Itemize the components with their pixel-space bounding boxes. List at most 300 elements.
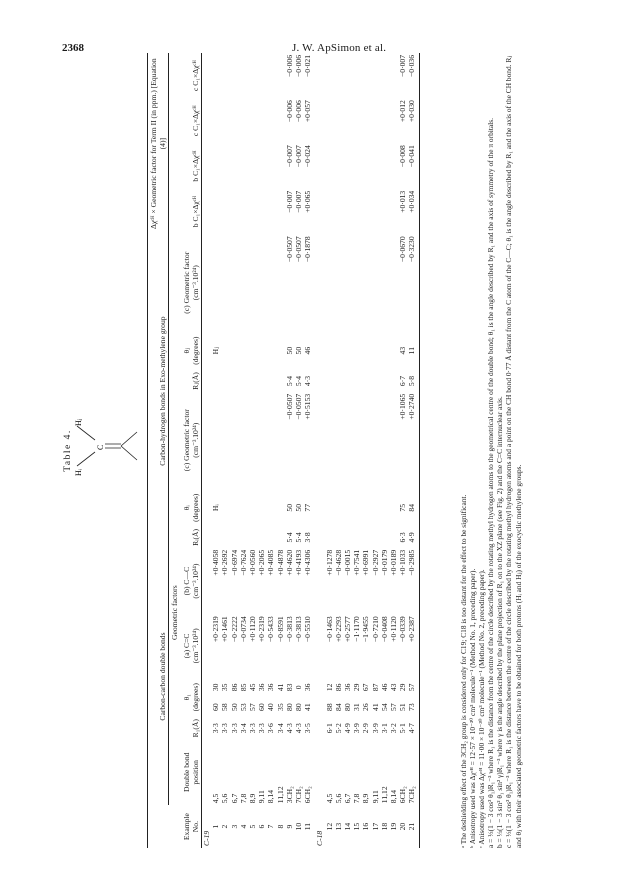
cell-b: +0·4620 xyxy=(284,549,294,576)
cell-r1: 3·3 xyxy=(229,723,239,734)
cell-rj xyxy=(248,370,257,392)
cell-a: +0·2319 xyxy=(257,616,267,643)
cell-ri xyxy=(276,527,285,548)
cell-r1: 3·9 xyxy=(352,723,362,734)
table-row xyxy=(334,53,343,848)
cell-tj xyxy=(343,331,352,370)
cell-t1b: 36 xyxy=(257,683,267,692)
cell-g2 xyxy=(343,143,352,189)
cell-b: +0·7541 xyxy=(352,549,362,576)
table-title: Table 4. xyxy=(63,429,73,472)
cell-b: +0·1278 xyxy=(324,549,334,576)
cell-ti xyxy=(220,489,229,527)
cell-pos: 8,14 xyxy=(266,789,276,804)
cell-cj: −0·0670 xyxy=(398,236,408,263)
cell-cj: −0·0507 xyxy=(284,236,294,263)
cell-cj xyxy=(211,234,220,331)
page-number: 2368 xyxy=(62,42,84,54)
cell-g1 xyxy=(389,189,398,235)
cell-t1b: 46 xyxy=(379,683,389,692)
table-row xyxy=(371,53,380,848)
cell-g4 xyxy=(380,53,389,98)
cell-r1: 3·3 xyxy=(257,723,267,734)
cell-b: −0·4628 xyxy=(333,549,343,576)
cell-pos: 7CH₂ xyxy=(294,786,304,804)
cell-t1b: 29 xyxy=(398,683,408,692)
table-row xyxy=(285,53,294,848)
cell-pos: 7,8 xyxy=(238,793,248,804)
cell-no: 5 xyxy=(248,824,258,829)
cell-g3 xyxy=(276,98,285,143)
cell-no: 10 xyxy=(294,822,304,831)
cell-g4 xyxy=(361,53,370,98)
cell-g4 xyxy=(239,53,248,98)
cell-cj: −0·1878 xyxy=(303,236,313,263)
cell-rj xyxy=(371,370,380,392)
cell-ri xyxy=(248,527,257,548)
cell-g2 xyxy=(334,143,343,189)
cell-rj xyxy=(239,370,248,392)
cell-a: −1·9455 xyxy=(361,616,371,643)
cell-g3 xyxy=(334,98,343,143)
cell-g2 xyxy=(352,143,361,189)
cell-g4 xyxy=(343,53,352,98)
cell-ci xyxy=(352,392,361,489)
cell-cj: −0·3230 xyxy=(407,234,419,331)
footnote: ᵃ The deshielding effect of the 3CH₂ group is considered only for C19; C18 is too distant for the effect to be significant. xyxy=(459,494,468,848)
cell-g4 xyxy=(266,53,275,98)
cell-tj xyxy=(276,331,285,370)
cell-r1: 3·3 xyxy=(220,723,230,734)
cell-cj xyxy=(230,234,239,331)
cell-g1: −0·007 xyxy=(294,190,304,213)
col-thetaj: θⱼ (degrees) xyxy=(181,336,200,365)
cell-rj xyxy=(343,370,352,392)
table-row xyxy=(352,53,361,848)
data-table xyxy=(147,53,420,848)
cell-g2: −0·024 xyxy=(303,145,313,168)
cell-a: +0·2293 xyxy=(333,616,343,643)
cell-rj: 6·7 xyxy=(398,375,408,387)
cell-ci xyxy=(343,392,352,489)
cell-pos: 8,9 xyxy=(248,793,258,804)
cell-no: 8 xyxy=(275,824,285,829)
cell-pos: 5,6 xyxy=(333,793,343,804)
cell-t1: 41 xyxy=(370,703,380,711)
cell-cj xyxy=(276,234,285,331)
col-r1: R₁(Å) xyxy=(190,719,200,738)
cell-pos: 9,11 xyxy=(370,790,380,804)
cell-no: 16 xyxy=(361,822,371,831)
cell-rj xyxy=(230,370,239,392)
cell-g1: +0·065 xyxy=(303,190,313,213)
cell-rj xyxy=(325,370,334,392)
cell-ri xyxy=(371,527,380,548)
cell-g2 xyxy=(371,143,380,189)
cell-t1b: 67 xyxy=(361,683,371,692)
table-row xyxy=(343,53,352,848)
cell-ti xyxy=(389,489,398,527)
cell-a: −0·0339 xyxy=(398,616,408,643)
cell-ti xyxy=(380,489,389,527)
cell-b: +0·1033 xyxy=(398,549,408,576)
cell-r1: 3·5 xyxy=(303,723,313,734)
table-row xyxy=(230,53,239,848)
cell-t1: 80 xyxy=(343,703,353,711)
cell-t1b: 36 xyxy=(266,683,276,692)
cell-rj xyxy=(334,370,343,392)
cell-tj xyxy=(334,331,343,370)
cell-t1b: 86 xyxy=(333,683,343,692)
cell-b: +0·0560 xyxy=(248,549,258,576)
cell-tj xyxy=(239,331,248,370)
cell-cj xyxy=(266,234,275,331)
cell-no: 12 xyxy=(324,822,334,831)
cell-ti xyxy=(276,489,285,527)
cell-g4 xyxy=(352,53,361,98)
cell-pos: 9,11 xyxy=(257,790,267,804)
table-body xyxy=(202,53,420,848)
cell-ri xyxy=(266,527,275,548)
cell-tj xyxy=(257,331,266,370)
cell-r1: 4·7 xyxy=(407,717,419,739)
cell-pos: 7CH₂ xyxy=(407,739,419,805)
group-geo: Δχᶜᴴ × Geometric factor for Term II (in ppm.) [Equation (4)] xyxy=(148,53,169,234)
footnote: c = ⅓(1 − 3 cos² θ₁)R₁⁻³ where R₁ is the distance between the centre of the circle described by the rotating methyl hydrogen atoms and a point on the CH bond 0·77 Å distant from the C atom of the C—C; θ₁ is the angle described by R₁ and the axis of the CH bond. Rⱼ and θⱼ with their associated geometric factors have to be obtained for both protons (Hᵢ and Hⱼ) of the exocyclic methylene groups. xyxy=(504,55,523,848)
cell-b: +0·4878 xyxy=(275,549,285,576)
cell-ci xyxy=(248,392,257,489)
cell-ti: Hᵢ xyxy=(211,504,221,512)
footnote: b = ⅓(1 − 3 sin² θ₁ sin² γ)R₁⁻³ where γ is the angle described by the plane projection of R₁ on to the XZ plane (see Fig. 2) and the C=C internuclear axis. xyxy=(495,396,505,848)
cell-t1b: 30 xyxy=(211,683,221,692)
cell-no: 2 xyxy=(220,824,230,829)
cell-ti xyxy=(361,489,370,527)
running-head: J. W. ApSimon et al. xyxy=(292,42,387,54)
col-a: (a) C=C (cm⁻³.10²⁴) xyxy=(181,628,200,664)
cell-a: +0·2387 xyxy=(407,614,419,677)
cell-rj xyxy=(211,370,220,392)
cell-ri xyxy=(389,527,398,548)
cell-ci xyxy=(266,392,275,489)
cell-r1: 3·6 xyxy=(266,723,276,734)
cell-pos: 7,8 xyxy=(352,793,362,804)
cell-ri xyxy=(220,527,229,548)
cell-ti: 50 xyxy=(284,503,294,512)
cell-no: 18 xyxy=(379,822,389,831)
cell-b: +0·4306 xyxy=(303,549,313,576)
cell-ti xyxy=(325,489,334,527)
cell-g1 xyxy=(248,189,257,235)
cell-no: 17 xyxy=(370,822,380,831)
cell-t1: 51 xyxy=(398,703,408,711)
cell-ci xyxy=(371,392,380,489)
table-row xyxy=(407,53,419,848)
cell-a: +0·2577 xyxy=(343,616,353,643)
cell-g2 xyxy=(230,143,239,189)
cell-b: −0·0179 xyxy=(379,549,389,576)
cell-ri xyxy=(352,527,361,548)
cell-g1 xyxy=(352,189,361,235)
col-b: (b) C—C (cm⁻³.10²⁴) xyxy=(181,563,200,599)
table-row xyxy=(325,53,334,848)
cell-t1: 57 xyxy=(248,703,258,711)
cell-t1b: 41 xyxy=(275,683,285,692)
table-row xyxy=(380,53,389,848)
cell-g2: −0·041 xyxy=(407,143,419,189)
cell-g4: −0·021 xyxy=(303,55,313,77)
cell-cj xyxy=(334,234,343,331)
cell-g3 xyxy=(380,98,389,143)
cell-g1 xyxy=(230,189,239,235)
cell-g2 xyxy=(325,143,334,189)
cell-cj xyxy=(361,234,370,331)
cell-tj xyxy=(230,331,239,370)
cell-g1 xyxy=(380,189,389,235)
cell-a: −0·5510 xyxy=(303,616,313,643)
cell-tj xyxy=(325,331,334,370)
table-row xyxy=(257,53,266,848)
cell-r1: 4·9 xyxy=(343,723,353,734)
cell-g3 xyxy=(389,98,398,143)
cell-pos: 8,14 xyxy=(389,789,399,804)
cell-pos: 6,7 xyxy=(229,793,239,804)
cell-cj xyxy=(389,234,398,331)
cell-ci: +0·5153 xyxy=(303,393,313,420)
cell-rj: 5·8 xyxy=(407,370,419,392)
table-row xyxy=(266,53,275,848)
cell-ti: 77 xyxy=(303,503,313,512)
cell-ci xyxy=(389,392,398,489)
table-row xyxy=(389,53,398,848)
cell-r1: 3·2 xyxy=(389,723,399,734)
cell-ti xyxy=(257,489,266,527)
cell-no: 20 xyxy=(398,822,408,831)
cell-g3 xyxy=(325,98,334,143)
cell-cj xyxy=(371,234,380,331)
cell-r1: 3·9 xyxy=(370,723,380,734)
cell-g1: −0·007 xyxy=(284,190,294,213)
footnote: ᶜ Anisotropy used was Δχᶜᴴ = 11·00 × 10⁻³⁰ cm³ molecule⁻¹ (Method No. 2, preceding paper). xyxy=(477,569,487,848)
cell-a: +0·2319 xyxy=(211,616,221,643)
cell-pos: 6CH₂ xyxy=(303,786,313,804)
cell-no: 11 xyxy=(303,822,313,831)
cell-a: −0·3813 xyxy=(294,616,304,643)
cell-rj xyxy=(266,370,275,392)
cell-ci xyxy=(220,392,229,489)
cell-g1: +0·034 xyxy=(407,189,419,235)
cell-t1b: 43 xyxy=(389,683,399,692)
cell-g3 xyxy=(266,98,275,143)
cell-rj xyxy=(352,370,361,392)
cell-rj xyxy=(276,370,285,392)
cell-r1: 4·3 xyxy=(294,723,304,734)
cell-ti: 84 xyxy=(407,489,419,527)
table-row xyxy=(294,53,303,848)
cell-b: −0·2927 xyxy=(370,549,380,576)
cell-ci xyxy=(334,392,343,489)
cell-ti xyxy=(352,489,361,527)
cell-ri xyxy=(239,527,248,548)
cell-a: +0·1461 xyxy=(220,616,230,643)
cell-b: −0·2985 xyxy=(407,548,419,615)
cell-rj xyxy=(389,370,398,392)
cell-tj xyxy=(371,331,380,370)
cell-g1 xyxy=(325,189,334,235)
cell-a: −0·5433 xyxy=(266,616,276,643)
cell-t1: 26 xyxy=(361,703,371,711)
table-row xyxy=(361,53,370,848)
cell-b: +0·2065 xyxy=(257,549,267,576)
cell-g3 xyxy=(343,98,352,143)
cell-g3 xyxy=(361,98,370,143)
cell-g4 xyxy=(257,53,266,98)
cell-no: 1 xyxy=(211,824,221,829)
cell-t1: 53 xyxy=(238,703,248,711)
cell-t1b: 45 xyxy=(248,683,258,692)
col-cj: (c) Geometric factor (cm⁻³.10²⁴) xyxy=(181,251,200,314)
col-example: Example No. xyxy=(181,813,200,841)
cell-a: −0·3813 xyxy=(284,616,294,643)
cell-ri xyxy=(380,527,389,548)
cell-b: +0·4085 xyxy=(266,549,276,576)
cell-g1 xyxy=(239,189,248,235)
cell-ri: 5·4 xyxy=(294,532,304,543)
cell-no: 7 xyxy=(266,824,276,829)
cell-g2: −0·008 xyxy=(398,145,408,168)
cell-g4: −0·007 xyxy=(398,55,408,77)
table-row xyxy=(303,53,312,848)
cell-t1: 60 xyxy=(211,703,221,711)
methylene-diagram xyxy=(73,408,141,488)
cell-rj: 5·4 xyxy=(294,375,304,387)
footnotes xyxy=(459,53,523,848)
cell-t1: 35 xyxy=(275,703,285,711)
cell-t1b: 29 xyxy=(352,683,362,692)
cell-rj xyxy=(257,370,266,392)
cell-g1 xyxy=(266,189,275,235)
cell-g4 xyxy=(276,53,285,98)
cell-a: −0·8591 xyxy=(275,616,285,643)
cell-g2 xyxy=(276,143,285,189)
cell-a: −1·1170 xyxy=(352,616,362,642)
cell-b: +0·4193 xyxy=(294,549,304,576)
cell-t1: 57 xyxy=(389,703,399,711)
cell-b: −0·6974 xyxy=(229,549,239,576)
cell-t1b: 36 xyxy=(343,683,353,692)
cell-ci xyxy=(239,392,248,489)
cell-pos: 6CH₂ xyxy=(398,786,408,804)
cell-tj: Hⱼ xyxy=(211,346,221,355)
col-rj: Rⱼ(Å) xyxy=(190,372,200,390)
cell-ci: +0·2740 xyxy=(407,392,419,489)
cell-tj: 11 xyxy=(407,331,419,370)
cell-g2 xyxy=(248,143,257,189)
cell-ci xyxy=(276,392,285,489)
cell-a: +0·1120 xyxy=(248,616,258,642)
cell-t1: 31 xyxy=(352,703,362,711)
cell-ri: 4·9 xyxy=(407,527,419,548)
cell-g4 xyxy=(334,53,343,98)
cell-r1: 3·4 xyxy=(238,723,248,734)
cell-cj xyxy=(257,234,266,331)
cell-g4 xyxy=(389,53,398,98)
cell-t1b: 87 xyxy=(370,683,380,692)
cell-tj: 43 xyxy=(398,346,408,355)
cell-t1b: 36 xyxy=(303,683,313,692)
cell-pos: 11,12 xyxy=(275,786,285,804)
cell-cj xyxy=(352,234,361,331)
cell-t1: 60 xyxy=(257,703,267,711)
cell-ri xyxy=(343,527,352,548)
col-thetai: θᵢ (degrees) xyxy=(181,493,200,522)
cell-g1 xyxy=(211,189,220,235)
cell-g3 xyxy=(220,98,229,143)
cell-g2 xyxy=(220,143,229,189)
col-ci: (c) Geometric factor (cm⁻³.10²⁴) xyxy=(181,409,200,472)
cell-ci: −0·0507 xyxy=(294,393,304,420)
cell-g2 xyxy=(239,143,248,189)
cell-ri: 6·3 xyxy=(398,532,408,543)
cell-tj xyxy=(389,331,398,370)
cell-g3: +0·030 xyxy=(407,98,419,143)
cell-g3: +0·012 xyxy=(398,100,408,123)
cell-ti xyxy=(239,489,248,527)
cell-no: 6 xyxy=(257,824,267,829)
series-label: C-19 xyxy=(202,830,212,846)
cell-r1: 6·1 xyxy=(324,723,334,734)
cell-g4 xyxy=(211,53,220,98)
cell-cj xyxy=(380,234,389,331)
cell-tj: 50 xyxy=(284,346,294,355)
col-ri: Rᵢ(Å) xyxy=(190,528,200,546)
cell-pos: 5,6 xyxy=(220,793,230,804)
cell-g4 xyxy=(371,53,380,98)
table-row xyxy=(211,53,220,848)
cell-tj xyxy=(266,331,275,370)
cell-cj xyxy=(325,234,334,331)
cell-g2: −0·007 xyxy=(284,145,294,168)
cell-ci xyxy=(257,392,266,489)
cell-g3 xyxy=(230,98,239,143)
cell-pos: 3CH₂ xyxy=(284,786,294,804)
cell-g3 xyxy=(371,98,380,143)
cell-b: −0·7624 xyxy=(238,549,248,576)
cell-t1: 54 xyxy=(379,703,389,711)
cell-ci: +0·1065 xyxy=(398,393,408,420)
cell-pos: 11,12 xyxy=(379,786,389,804)
cell-a: −0·0734 xyxy=(238,616,248,643)
cell-b: +0·2692 xyxy=(220,549,230,576)
cell-cj xyxy=(220,234,229,331)
cell-g3 xyxy=(352,98,361,143)
footnote: a = ⅓(1 − 3 cos² θ₁)R₁⁻³ where R₁ is the distance from the centre of the circle described by the rotating methyl hydrogen atoms to the geometrical centre of the double bond; θ₁ is the angle described by R₁ and the axis of symmetry of the π orbitals. xyxy=(486,118,496,848)
cell-ri xyxy=(325,527,334,548)
cell-g3 xyxy=(257,98,266,143)
col-g4: c C₁×Δχᶜᴴ xyxy=(190,60,200,91)
cell-g2 xyxy=(257,143,266,189)
cell-g3 xyxy=(239,98,248,143)
cell-g1: +0·013 xyxy=(398,190,408,213)
cell-t1: 80 xyxy=(294,703,304,711)
cell-ri: 5·4 xyxy=(284,532,294,543)
cell-t1b: 86 xyxy=(229,683,239,692)
cell-rj xyxy=(361,370,370,392)
col-theta1: θ₁ (degrees) xyxy=(181,683,200,712)
cell-ci xyxy=(380,392,389,489)
cell-ti xyxy=(266,489,275,527)
cell-cj xyxy=(248,234,257,331)
cell-r1: 3·4 xyxy=(275,723,285,734)
